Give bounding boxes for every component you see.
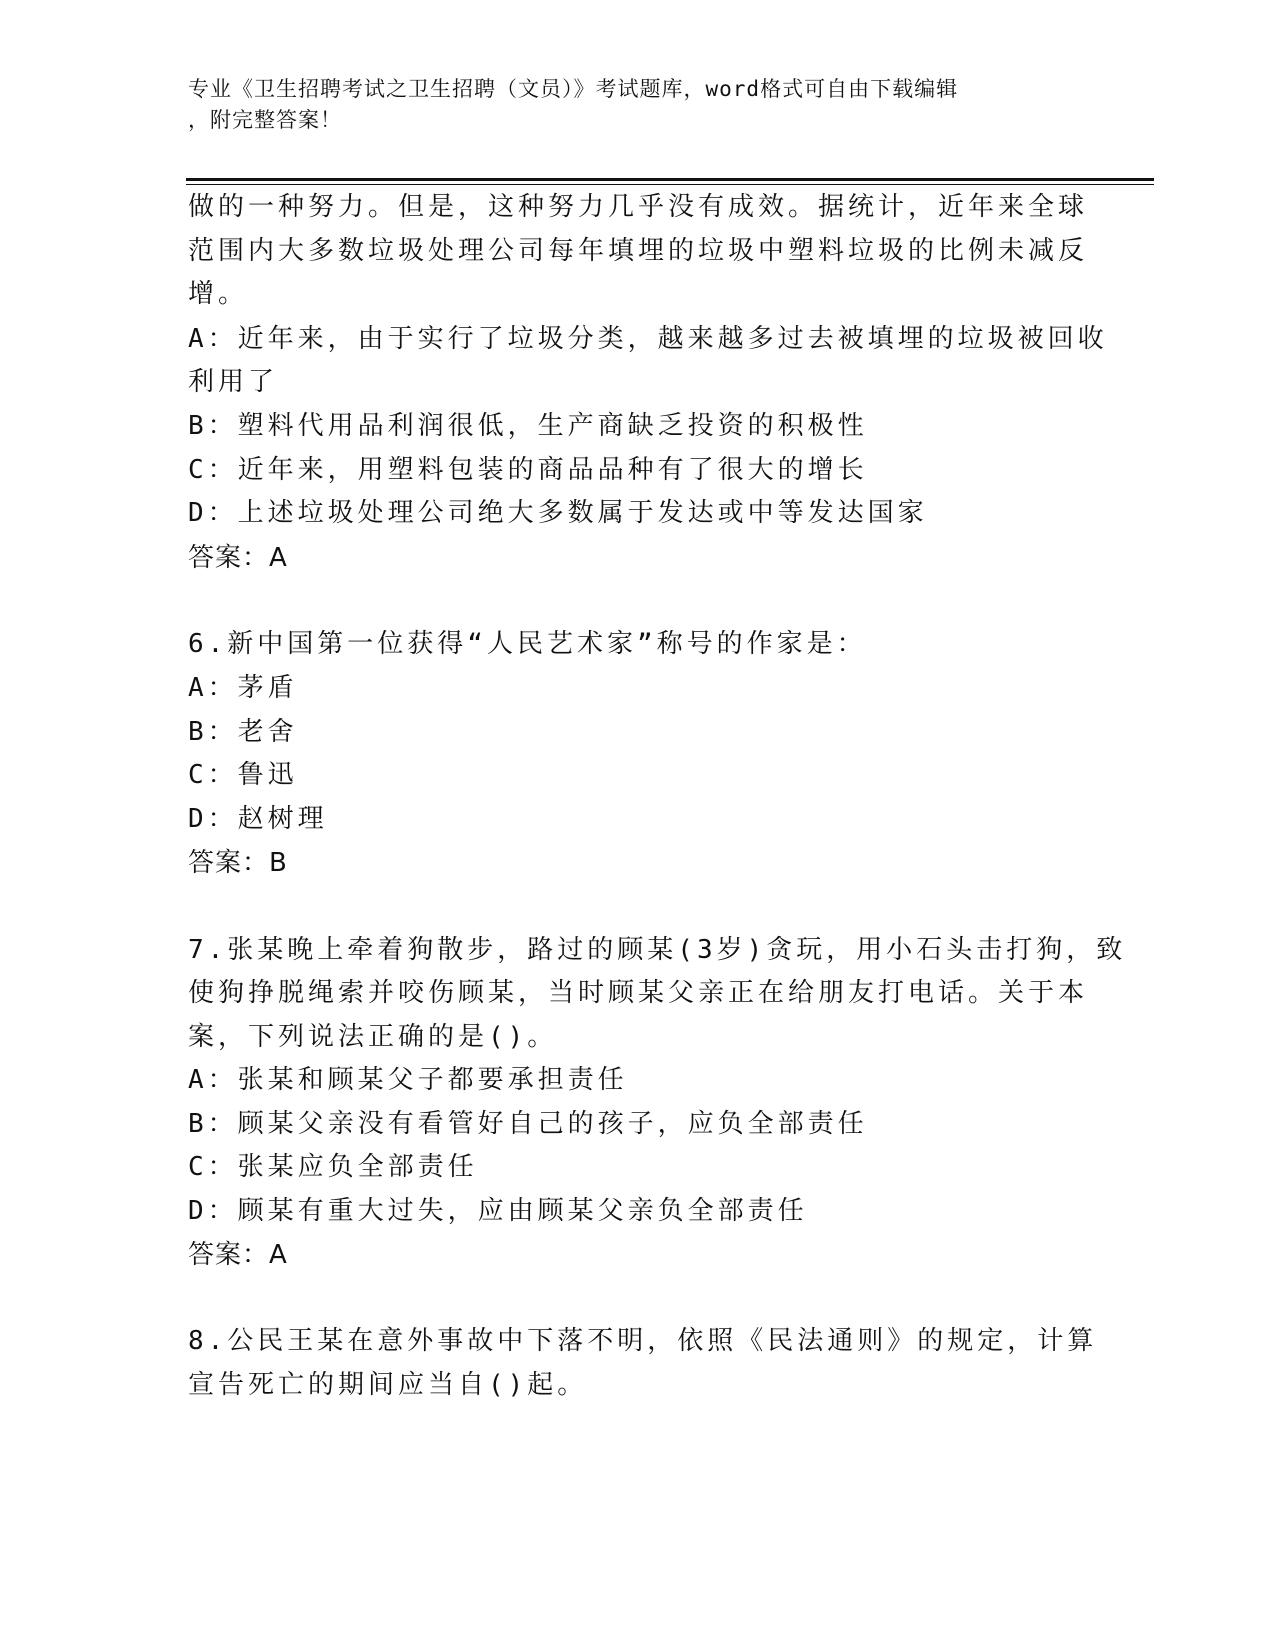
q5-option-a-continued: 利用了 xyxy=(188,367,279,397)
header-title-line: 专业《卫生招聘考试之卫生招聘（文员）》考试题库，word格式可自由下载编辑 xyxy=(188,77,959,101)
q6-option-d: D：赵树理 xyxy=(188,804,328,834)
q7-stem-line: 使狗挣脱绳索并咬伤顾某，当时顾某父亲正在给朋友打电话。关于本 xyxy=(188,978,1089,1008)
q8-stem-line: 宣告死亡的期间应当自()起。 xyxy=(188,1370,588,1400)
q5-stem-line: 做的一种努力。但是，这种努力几乎没有成效。据统计，近年来全球 xyxy=(188,192,1089,222)
q7-option-c: C：张某应负全部责任 xyxy=(188,1152,478,1182)
q6-option-b: B：老舍 xyxy=(188,717,298,747)
q8-stem-line: 8.公民王某在意外事故中下落不明，依照《民法通则》的规定，计算 xyxy=(188,1326,1098,1356)
q7-option-a: A：张某和顾某父子都要承担责任 xyxy=(188,1065,628,1095)
q6-stem: 6.新中国第一位获得“人民艺术家”称号的作家是： xyxy=(188,629,867,659)
q7-stem-line: 案，下列说法正确的是()。 xyxy=(188,1022,558,1052)
q5-option-d: D：上述垃圾处理公司绝大多数属于发达或中等发达国家 xyxy=(188,498,928,528)
q7-answer: 答案：A xyxy=(188,1240,288,1270)
q6-option-c: C：鲁迅 xyxy=(188,760,298,790)
q7-stem-line: 7.张某晚上牵着狗散步，路过的顾某(3岁)贪玩，用小石头击打狗，致 xyxy=(188,935,1127,965)
q5-option-b: B：塑料代用品利润很低，生产商缺乏投资的积极性 xyxy=(188,411,868,441)
header-divider-thin xyxy=(186,184,1154,185)
q5-option-c: C：近年来，用塑料包装的商品品种有了很大的增长 xyxy=(188,455,868,485)
q7-option-b: B：顾某父亲没有看管好自己的孩子，应负全部责任 xyxy=(188,1109,868,1139)
q6-answer: 答案：B xyxy=(188,848,288,878)
q5-option-a: A：近年来，由于实行了垃圾分类，越来越多过去被填埋的垃圾被回收 xyxy=(188,324,1108,354)
q5-stem-line: 范围内大多数垃圾处理公司每年填埋的垃圾中塑料垃圾的比例未减反 xyxy=(188,236,1089,266)
q5-stem-line: 增。 xyxy=(188,279,249,309)
header-title-line-continued: ，附完整答案！ xyxy=(188,108,342,132)
q7-option-d: D：顾某有重大过失，应由顾某父亲负全部责任 xyxy=(188,1196,808,1226)
q5-answer: 答案：A xyxy=(188,543,288,573)
header-divider-thick xyxy=(186,178,1154,181)
q6-option-a: A：茅盾 xyxy=(188,673,298,703)
page-header xyxy=(188,74,1068,136)
